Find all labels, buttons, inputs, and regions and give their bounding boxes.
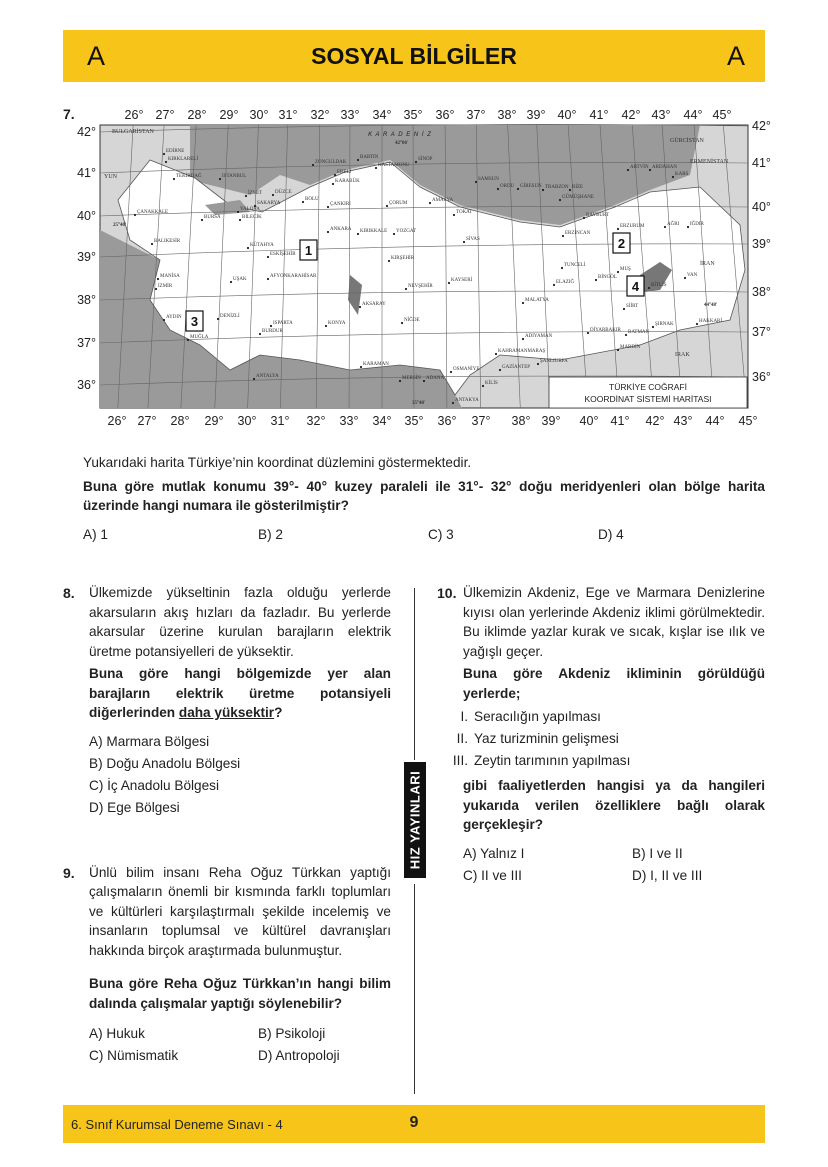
bottom-longitude-label: 41° [610,414,630,428]
city-label: BİTLİS [651,283,667,288]
city-dot [267,256,269,258]
city-dot [648,287,650,289]
country-label: BULGARİSTAN [112,129,154,135]
top-longitude-label: 36° [435,108,455,122]
city-label: BATMAN [628,330,650,335]
city-dot [415,161,417,163]
region-number-1: 1 [304,243,313,258]
q7-option-a[interactable]: A) 1 [83,526,108,542]
bottom-longitude-label: 28° [170,414,190,428]
city-dot [625,334,627,336]
bottom-longitude-label: 38° [511,414,531,428]
q7-question: Buna göre mutlak konumu 39°- 40° kuzey paraleli ile 31°- 32° doğu meridyenleri olan bölge harita üzerinde hangi numara ile gösterilmiştir? [83,478,765,513]
city-dot [399,380,401,382]
city-dot [359,306,361,308]
right-latitude-label: 38° [752,285,771,299]
bottom-longitude-label: 44° [705,414,725,428]
city-label: MALATYA [525,298,549,303]
city-label: BİNGÖL [598,275,617,280]
city-label: ÇANKIRI [330,202,351,207]
top-longitude-label: 37° [466,108,486,122]
q10-item-text: Zeytin tarımının yapılması [474,753,631,768]
city-label: NİĞDE [404,318,420,323]
city-dot [155,288,157,290]
city-dot [375,167,377,169]
city-label: KİLİS [485,381,498,386]
q8-option-b[interactable]: B) Doğu Anadolu Bölgesi [89,755,241,771]
city-label: ÇANAKKALE [137,210,169,215]
extreme-point-label: 44°48' [704,303,718,308]
bottom-longitude-label: 30° [237,414,257,428]
city-dot [587,332,589,334]
city-label: DENİZLİ [220,314,240,319]
country-label: IRAK [675,352,690,358]
city-label: MUŞ [620,267,631,272]
left-latitude-label: 38° [77,293,96,307]
city-dot [463,241,465,243]
city-dot [151,243,153,245]
city-label: KIRIKKALE [360,229,388,234]
city-dot [497,188,499,190]
city-label: İZMİR [158,284,173,289]
exam-name: 6. Sınıf Kurumsal Deneme Sınavı - 4 [71,1117,283,1132]
column-divider [414,588,415,760]
city-dot [569,189,571,191]
city-label: SİVAS [466,237,480,242]
left-latitude-label: 42° [77,125,96,139]
city-label: GÜMÜŞHANE [562,195,594,200]
bottom-longitude-label: 27° [137,414,157,428]
right-latitude-label: 39° [752,237,771,251]
city-label: ERZİNCAN [565,231,591,236]
q10-items [448,706,765,772]
top-longitude-label: 28° [187,108,207,122]
top-longitude-label: 34° [372,108,392,122]
city-label: ANTALYA [256,374,279,379]
city-label: ÇORUM [389,201,408,206]
q8-question-text: Buna göre hangi bölgemizde yer alan barajların elektrik üretme potansiyeli diğerlerinden [89,666,391,720]
map-legend-line-1: TÜRKİYE COĞRAFİ [609,382,687,392]
city-dot [522,302,524,304]
q7-option-b[interactable]: B) 2 [258,526,283,542]
top-longitude-label: 41° [589,108,609,122]
city-dot [230,281,232,283]
right-latitude-label: 42° [752,119,771,133]
city-label: GİRESUN [520,184,542,189]
left-latitude-label: 37° [77,336,96,350]
top-longitude-label: 30° [249,108,269,122]
top-longitude-label: 26° [124,108,144,122]
q10-text: Ülkemizin Akdeniz, Ege ve Marmara Denizlerine kıyısı olan yerlerinde Akdeniz iklimi görülmektedir. Bu iklimde yazlar kurak ve sıcak, kışlar ise ılık ve yağışlı geçer. [463,585,765,659]
city-label: MANİSA [160,274,180,279]
city-dot [201,219,203,221]
publisher-logo-text: HIZ YAYINLARI [407,770,423,870]
city-dot [448,282,450,284]
city-label: ARTVİN [630,165,649,170]
q9-option-b[interactable]: B) Psikoloji [258,1026,326,1041]
city-dot [517,188,519,190]
region-number-4: 4 [631,279,640,294]
city-label: BURDUR [262,329,283,334]
city-dot [672,176,674,178]
bottom-longitude-label: 32° [306,414,326,428]
city-label: ŞIRNAK [655,322,674,327]
city-label: DİYARBAKIR [590,328,621,333]
city-dot [542,189,544,191]
q9-number: 9. [63,864,75,881]
city-label: BALIKESİR [154,239,181,244]
extreme-point-label: 42°06' [395,141,409,146]
city-dot [687,226,689,228]
city-dot [627,169,629,171]
country-label: YUN [104,174,117,180]
city-label: AĞRI [667,222,680,227]
city-dot [429,202,431,204]
booklet-letter-right: A [726,41,745,71]
city-label: İZMİT [248,191,262,196]
city-dot [617,271,619,273]
right-column [437,583,765,887]
city-dot [267,278,269,280]
city-label: BİLECİK [242,215,262,220]
city-label: SİNOP [418,157,433,162]
q10-item-numeral: III. [452,753,468,768]
extreme-point-label: 25°40' [113,223,127,228]
city-dot [312,164,314,166]
city-label: IĞDIR [690,222,704,227]
city-dot [219,178,221,180]
city-label: ERELİ [337,170,352,175]
page-title: SOSYAL BİLGİLER [311,43,517,69]
city-label: İSTANBUL [222,174,247,179]
city-label: GAZİANTEP [502,365,531,370]
q10-number: 10. [437,585,457,601]
city-dot [617,349,619,351]
city-dot [163,153,165,155]
q8-text: Ülkemizde yükseltinin fazla olduğu yerlerde akarsuların akış hızları da fazladır. Bu yerlerde akarsular üzerine kurulan barajların elektrik üretme potansiyelleri de yüksektir. [89,585,391,659]
city-label: TOKAT [456,210,473,215]
top-longitude-label: 32° [310,108,330,122]
city-dot [357,159,359,161]
city-label: BURSA [204,215,221,220]
city-label: KAHRAMANMARAŞ [498,349,546,354]
city-label: ESKİŞEHİR [270,252,296,257]
city-label: KIRŞEHİR [391,256,415,261]
city-dot [239,219,241,221]
city-label: ISPARTA [273,321,293,326]
q10-option-c[interactable]: C) II ve III [463,867,522,883]
city-dot [157,278,159,280]
top-longitude-label: 35° [403,108,423,122]
city-label: HAKKARİ [699,319,723,324]
city-dot [482,385,484,387]
turkey-coordinate-map [0,0,828,440]
city-label: AMASYA [432,198,454,203]
q10-item-2 [448,728,765,750]
city-label: UŞAK [233,277,247,282]
city-dot [327,206,329,208]
city-label: ANTAKYA [455,398,479,403]
q9-text: Ünlü bilim insanı Reha Oğuz Türkkan yaptığı çalışmaların önemli bir kısmında farklı toplumları ve kültürleri karşılaştırmalı şekilde incelemiş ve insanların toplumsal ve kültürel davranışları hakkında birçok araştırmada bulunmuştur. [89,864,391,958]
city-label: ADIYAMAN [525,334,553,339]
city-dot [245,195,247,197]
city-label: KARAMAN [363,362,389,367]
left-latitude-label: 36° [77,378,96,392]
city-dot [393,233,395,235]
city-label: ARDAHAN [652,165,677,170]
top-longitude-label: 27° [155,108,175,122]
page-number: 9 [409,1114,419,1131]
city-dot [272,194,274,196]
right-latitude-label: 40° [752,200,771,214]
bottom-longitude-label: 29° [204,414,224,428]
q10-item-1 [448,706,765,728]
city-dot [325,325,327,327]
left-column [63,583,391,1067]
city-dot [537,363,539,365]
q10-item-numeral: II. [456,731,468,746]
q7-intro: Yukarıdaki harita Türkiye’nin koordinat düzlemini göstermektedir. [83,455,472,470]
city-dot [450,371,452,373]
black-sea-label: K A R A D E N İ Z [368,132,432,138]
city-dot [401,322,403,324]
map-legend-line-2: KOORDİNAT SİSTEMİ HARİTASI [584,394,712,404]
top-longitude-label: 29° [219,108,239,122]
city-label: DÜZCE [275,190,292,195]
city-label: RİZE [572,185,584,190]
country-label: İRAN [700,261,715,267]
city-dot [173,178,175,180]
city-dot [327,231,329,233]
city-label: ELAZIĞ [556,280,575,285]
q9-options [89,1023,391,1067]
booklet-letter-left: A [87,41,106,71]
city-label: BARTIN [360,155,379,160]
q9-option-a[interactable]: A) Hukuk [89,1026,145,1041]
publisher-logo [404,762,426,878]
city-dot [332,183,334,185]
left-latitude-label: 41° [77,166,96,180]
city-label: BOLU [305,197,319,202]
city-label: ŞANLIURFA [540,359,568,364]
city-dot [652,326,654,328]
city-dot [165,161,167,163]
q10-option-b[interactable]: B) I ve II [632,845,683,861]
city-dot [187,339,189,341]
city-label: OSMANİYE [453,367,480,372]
city-label: EDİRNE [166,149,185,154]
bottom-longitude-label: 45° [738,414,758,428]
left-latitude-label: 40° [77,209,96,223]
city-label: ORDU [500,184,515,189]
city-dot [237,211,239,213]
city-dot [623,308,625,310]
top-longitude-label: 42° [621,108,641,122]
city-dot [561,267,563,269]
city-dot [684,277,686,279]
city-label: TEKİRDAĞ [176,174,202,179]
region-number-3: 3 [190,314,199,329]
top-longitude-label: 44° [683,108,703,122]
q8-question-emphasis: daha yüksektir [178,705,275,720]
bottom-longitude-label: 35° [404,414,424,428]
q7-option-d[interactable]: D) 4 [598,526,624,542]
bottom-longitude-label: 39° [541,414,561,428]
city-dot [453,214,455,216]
city-label: ADANA [426,376,445,381]
bottom-longitude-label: 36° [437,414,457,428]
bottom-longitude-label: 31° [270,414,290,428]
q8-question [89,664,391,723]
left-latitude-label: 39° [77,250,96,264]
city-label: TUNCELİ [564,263,586,268]
city-dot [302,201,304,203]
city-dot [334,174,336,176]
bottom-longitude-label: 40° [579,414,599,428]
city-dot [357,233,359,235]
q8-option-a[interactable]: A) Marmara Bölgesi [89,733,210,749]
city-dot [475,181,477,183]
city-dot [495,353,497,355]
city-label: YOZGAT [396,229,416,234]
city-label: MUĞLA [190,335,209,340]
q8-question-mark: ? [274,705,283,720]
city-label: NEVŞEHİR [408,284,433,289]
top-longitude-label: 38° [497,108,517,122]
city-dot [499,369,501,371]
question-8 [63,583,391,819]
q10-question-2: gibi faaliyetlerden hangisi ya da hangileri yukarıda verilen özelliklere bağlı olarak gerçekleşir? [463,778,765,832]
q9-option-c[interactable]: C) Nümismatik [89,1048,179,1063]
q9-option-d[interactable]: D) Antropoloji [258,1048,340,1063]
city-label: AKSARAY [362,302,386,307]
q10-option-a[interactable]: A) Yalnız I [463,845,525,861]
q7-options [83,524,765,546]
footer-band [63,1105,765,1143]
city-label: BAYBURT [586,213,610,218]
bottom-longitude-label: 33° [339,414,359,428]
q10-item-3 [448,750,765,772]
q10-item-text: Seracılığın yapılması [474,709,601,724]
city-label: KONYA [328,321,346,326]
question-10 [437,583,765,887]
column-divider [414,884,415,1094]
city-dot [360,366,362,368]
q7-number: 7. [63,106,75,122]
city-label: AYDIN [166,315,182,320]
city-dot [595,279,597,281]
city-label: TRABZON [545,185,569,190]
top-longitude-label: 43° [651,108,671,122]
city-dot [247,247,249,249]
right-latitude-label: 36° [752,370,771,384]
q8-options [89,731,391,819]
bottom-longitude-label: 42° [645,414,665,428]
q8-option-d[interactable]: D) Ege Bölgesi [89,799,180,815]
city-dot [253,378,255,380]
q9-question: Buna göre Reha Oğuz Türkkan’ın hangi bilim dalında çalışmalar yaptığı söylenebilir? [89,976,391,1011]
top-longitude-label: 33° [340,108,360,122]
country-label: ERMENİSTAN [690,159,729,165]
country-label: GÜRCİSTAN [670,138,704,144]
right-latitude-label: 37° [752,325,771,339]
city-dot [270,325,272,327]
top-longitude-label: 40° [557,108,577,122]
city-label: MARDİN [620,345,641,350]
city-label: VAN [687,273,698,278]
city-label: KIRKLARELİ [168,157,198,162]
q10-question: Buna göre Akdeniz ikliminin görüldüğü yerlerde; [463,666,765,701]
city-dot [617,228,619,230]
question-9 [63,863,391,1068]
city-dot [562,235,564,237]
city-dot [163,319,165,321]
city-label: SAMSUN [478,177,499,182]
city-label: ERZURUM [620,224,645,229]
region-number-2: 2 [617,236,626,251]
city-dot [649,169,651,171]
q7-text-block [83,453,765,546]
city-label: SAKARYA [257,201,281,206]
city-dot [696,323,698,325]
city-label: KASTAMONU [378,163,410,168]
bottom-longitude-label: 43° [673,414,693,428]
top-longitude-label: 39° [526,108,546,122]
city-dot [583,217,585,219]
city-dot [405,288,407,290]
top-longitude-label: 45° [712,108,732,122]
extreme-point-label: 35°48' [412,401,426,406]
city-dot [452,402,454,404]
bottom-longitude-label: 37° [471,414,491,428]
q10-option-d[interactable]: D) I, II ve III [632,867,703,883]
city-dot [386,205,388,207]
city-label: MERSİN [402,376,421,381]
city-label: KARS [675,172,689,177]
city-dot [423,380,425,382]
city-dot [559,199,561,201]
bottom-longitude-label: 34° [372,414,392,428]
city-dot [553,284,555,286]
q10-options [463,843,765,887]
right-latitude-label: 41° [752,156,771,170]
city-dot [664,226,666,228]
city-label: KÜTAHYA [250,243,274,248]
city-label: ZONGULDAK [315,160,347,165]
q7-option-c[interactable]: C) 3 [428,526,454,542]
city-dot [388,260,390,262]
q8-number: 8. [63,585,75,601]
q8-option-c[interactable]: C) İç Anadolu Bölgesi [89,777,219,793]
q10-item-numeral: I. [460,709,468,724]
city-label: SİİRT [626,304,639,309]
city-dot [522,338,524,340]
city-dot [259,333,261,335]
q10-item-text: Yaz turizminin gelişmesi [474,731,619,746]
city-label: YALOVA [240,207,260,212]
city-label: KAYSERİ [451,278,473,283]
city-dot [217,318,219,320]
city-label: AFYONKARAHİSAR [270,274,317,279]
city-label: KARABÜK [335,179,360,184]
top-longitude-label: 31° [278,108,298,122]
city-dot [134,214,136,216]
bottom-longitude-label: 26° [107,414,127,428]
city-label: ANKARA [330,227,352,232]
